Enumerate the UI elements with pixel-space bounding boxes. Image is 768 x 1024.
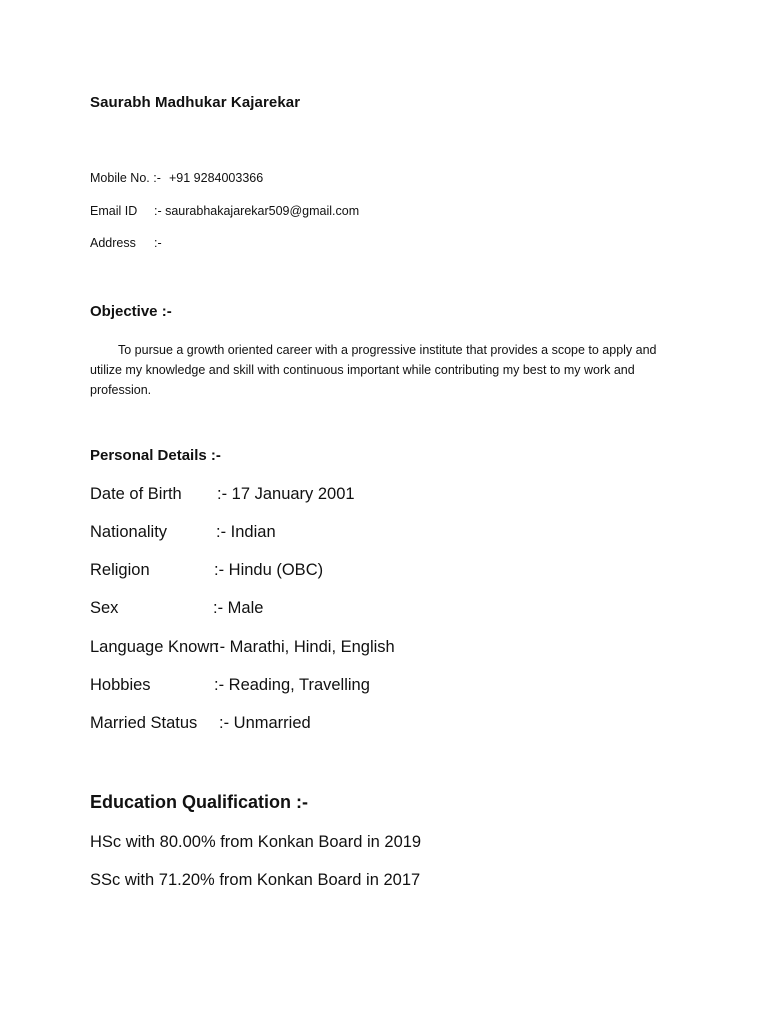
candidate-name: Saurabh Madhukar Kajarekar — [90, 94, 301, 111]
objective-paragraph — [90, 340, 680, 400]
detail-value: :- Unmarried — [219, 714, 311, 732]
personal-detail-row — [90, 599, 690, 621]
email-label: Email ID — [90, 204, 138, 218]
objective-heading: Objective :- — [90, 303, 172, 320]
detail-value: :- Hindu (OBC) — [214, 561, 324, 579]
objective-line: profession. — [90, 383, 152, 397]
address-row — [90, 236, 490, 254]
detail-value: :- Male — [213, 599, 264, 617]
personal-detail-row — [90, 714, 690, 736]
personal-details-heading: Personal Details :- — [90, 447, 221, 464]
objective-line: To pursue a growth oriented career with a progressive institute that provides a scope to apply and — [118, 343, 657, 357]
detail-label: Religion — [90, 561, 150, 579]
detail-label: Sex — [90, 599, 119, 617]
detail-value: :- 17 January 2001 — [217, 485, 355, 503]
education-heading: Education Qualification :- — [90, 792, 309, 812]
email-row — [90, 204, 490, 222]
detail-label: Date of Birth — [90, 485, 182, 503]
personal-detail-row — [90, 638, 690, 660]
mobile-label: Mobile No. :- — [90, 171, 161, 185]
address-value: :- — [154, 236, 162, 250]
personal-detail-row — [90, 485, 690, 507]
personal-detail-row — [90, 676, 690, 698]
objective-line: utilize my knowledge and skill with continuous important while contributing my best to my work and — [90, 363, 635, 377]
detail-label: Hobbies — [90, 676, 151, 694]
detail-value: :- Indian — [216, 523, 276, 541]
education-item: HSc with 80.00% from Konkan Board in 2019 — [90, 833, 422, 851]
education-item: SSc with 71.20% from Konkan Board in 2017 — [90, 871, 421, 889]
detail-value: :- Reading, Travelling — [214, 676, 370, 694]
personal-detail-row — [90, 561, 690, 583]
mobile-row — [90, 171, 490, 189]
detail-value: :- Marathi, Hindi, English — [215, 638, 395, 656]
detail-label: Nationality — [90, 523, 168, 541]
personal-detail-row — [90, 523, 690, 545]
detail-label: Language Known — [90, 638, 219, 656]
email-value: :- saurabhakajarekar509@gmail.com — [154, 204, 360, 218]
detail-label: Married Status — [90, 714, 198, 732]
mobile-value: +91 9284003366 — [169, 171, 264, 185]
address-label: Address — [90, 236, 136, 250]
